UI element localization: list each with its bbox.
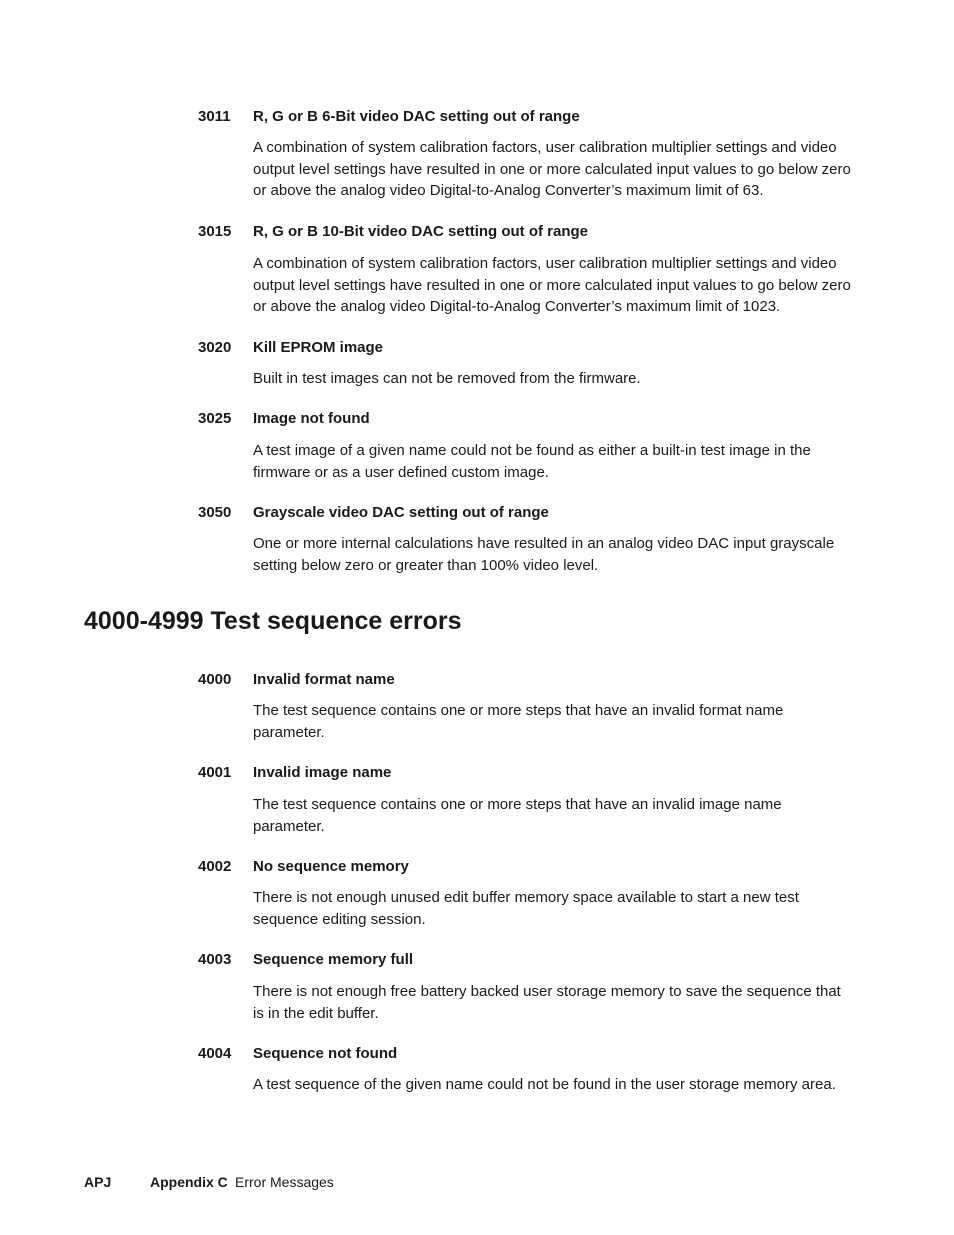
error-title: Kill EPROM image: [253, 339, 384, 356]
description-line: parameter.: [253, 723, 325, 741]
description-line: setting below zero or greater than 100% video level.: [253, 556, 599, 574]
error-code: 4001: [198, 764, 232, 781]
description-line: sequence editing session.: [253, 910, 426, 928]
error-code: 3050: [198, 504, 232, 521]
error-code: 4002: [198, 858, 232, 875]
footer-appendix-label: Appendix C: [150, 1174, 228, 1190]
description-line: The test sequence contains one or more steps that have an invalid format name: [253, 702, 784, 719]
footer-page-number: APJ: [84, 1174, 112, 1190]
footer-chapter-title: Error Messages: [235, 1174, 334, 1190]
error-title: Grayscale video DAC setting out of range: [253, 504, 549, 521]
error-title: R, G or B 10-Bit video DAC setting out of range: [253, 223, 589, 240]
description-line: A test image of a given name could not be found as either a built-in test image in the: [253, 442, 811, 459]
description-line: parameter.: [253, 817, 325, 835]
description-line: or above the analog video Digital-to-Analog Converter’s maximum limit of 1023.: [253, 298, 781, 316]
description-line: firmware or as a user defined custom image.: [253, 463, 549, 481]
description-line: Built in test images can not be removed from the firmware.: [253, 370, 641, 387]
error-code: 3020: [198, 339, 232, 356]
error-title: Invalid format name: [253, 671, 395, 688]
description-line: is in the edit buffer.: [253, 1004, 379, 1022]
error-description: [253, 700, 878, 743]
error-description: [253, 533, 878, 576]
error-code: 3015: [198, 223, 232, 240]
description-line: One or more internal calculations have resulted in an analog video DAC input grayscale: [253, 535, 835, 552]
description-line: There is not enough unused edit buffer memory space available to start a new test: [253, 889, 799, 906]
error-description: [253, 253, 878, 318]
description-line: The test sequence contains one or more steps that have an invalid image name: [253, 796, 782, 813]
error-title: R, G or B 6-Bit video DAC setting out of range: [253, 108, 580, 125]
error-code: 3025: [198, 410, 232, 427]
description-line: A combination of system calibration factors, user calibration multiplier settings and video: [253, 139, 837, 156]
error-code: 4000: [198, 671, 232, 688]
description-line: There is not enough free battery backed user storage memory to save the sequence that: [253, 983, 841, 1000]
error-title: Invalid image name: [253, 764, 392, 781]
error-description: [253, 1074, 878, 1096]
description-line: A combination of system calibration factors, user calibration multiplier settings and video: [253, 255, 837, 272]
error-code: 4003: [198, 951, 232, 968]
error-title: Sequence memory full: [253, 951, 414, 968]
error-description: [253, 137, 878, 202]
error-description: [253, 368, 878, 390]
error-title: Image not found: [253, 410, 370, 427]
error-description: [253, 440, 878, 483]
error-title: No sequence memory: [253, 858, 409, 875]
error-description: [253, 981, 878, 1024]
error-title: Sequence not found: [253, 1045, 398, 1062]
description-line: or above the analog video Digital-to-Analog Converter’s maximum limit of 63.: [253, 182, 764, 200]
description-line: output level settings have resulted in one or more calculated input values to go below zero: [253, 276, 851, 294]
error-description: [253, 794, 878, 837]
error-description: [253, 887, 878, 930]
error-code: 3011: [198, 108, 231, 125]
error-code: 4004: [198, 1045, 232, 1062]
description-line: output level settings have resulted in one or more calculated input values to go below zero: [253, 160, 851, 178]
section-heading: 4000-4999 Test sequence errors: [84, 607, 462, 635]
description-line: A test sequence of the given name could not be found in the user storage memory area.: [253, 1076, 836, 1093]
